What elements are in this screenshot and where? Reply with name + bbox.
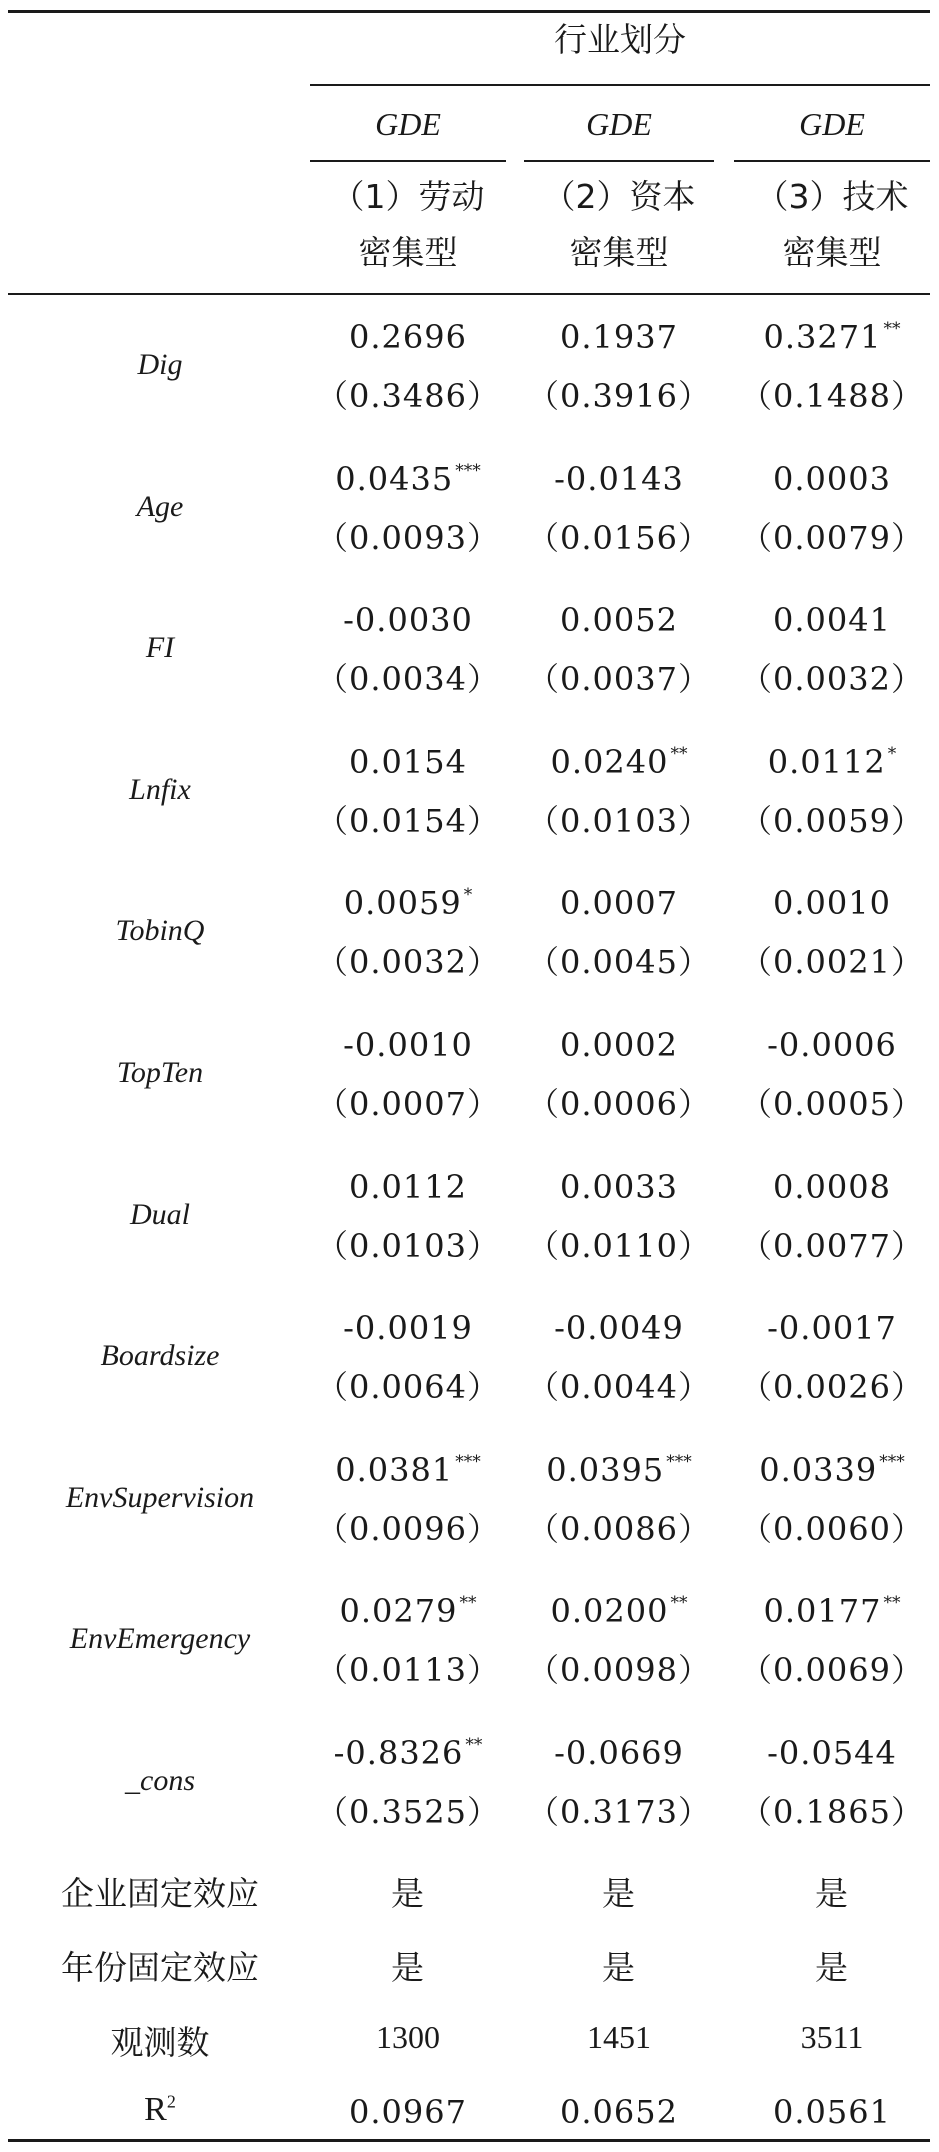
stat-label (144, 2091, 176, 2129)
coefficient-cell (768, 743, 896, 781)
coefficient-value: -0.0010 (343, 1026, 473, 1064)
coefficient-value: -0.0019 (343, 1309, 473, 1348)
standard-error-cell: （0.0098） (527, 1651, 711, 1690)
coefficient-cell (773, 460, 891, 498)
coefficient-cell (767, 1309, 897, 1347)
coefficient-cell (560, 1168, 678, 1206)
coefficient-cell (554, 1734, 684, 1772)
coefficient-cell (773, 884, 891, 922)
standard-error-cell: （0.0064） (316, 1368, 500, 1407)
standard-error-cell: （0.0110） (527, 1226, 711, 1265)
row-label: _cons (125, 1764, 195, 1797)
coefficient-cell (560, 884, 678, 922)
row-label: Dig (137, 348, 183, 381)
header-bottom-rule (8, 293, 930, 295)
col1-header-line2: 密集型 (358, 233, 458, 272)
coefficient-value: 0.0010 (773, 884, 891, 923)
stat-label: 企业固定效应 (61, 1874, 259, 1913)
col2-header-line1: （2）资本 (542, 177, 696, 216)
coefficient-cell (764, 318, 901, 356)
coefficient-cell (349, 1168, 467, 1206)
coefficient-cell (554, 1309, 684, 1347)
coefficient-value: 0.0002 (560, 1026, 678, 1064)
table-bottom-rule (8, 2139, 930, 2142)
stat-value: 1451 (587, 2019, 651, 2055)
standard-error-cell: （0.0077） (740, 1226, 924, 1265)
coefficient-value: 0.0112 (349, 1167, 467, 1206)
col2-header-line2: 密集型 (569, 233, 669, 272)
coefficient-value: -0.0017 (767, 1309, 897, 1348)
stat-value: 3511 (800, 2019, 864, 2055)
row-label: TobinQ (115, 914, 205, 948)
stat-value: 是 (815, 1948, 849, 1987)
coefficient-cell (349, 318, 467, 356)
stat-value: 是 (391, 1874, 425, 1913)
standard-error-cell: （0.0103） (527, 801, 711, 840)
row-label: EnvSupervision (65, 1480, 255, 1514)
significance-stars: *** (666, 1451, 692, 1472)
standard-error-cell: （0.0007） (316, 1085, 500, 1123)
stat-label-main: R (144, 2091, 167, 2128)
table-top-rule (8, 10, 930, 13)
coefficient-cell (335, 1451, 480, 1489)
standard-error-cell: （0.0032） (740, 660, 924, 699)
significance-stars: ** (670, 1593, 688, 1614)
coefficient-cell (551, 1592, 688, 1630)
coefficient-value: 0.1937 (560, 318, 678, 356)
standard-error-cell: （0.0079） (740, 518, 924, 557)
standard-error-cell: （0.3916） (527, 377, 711, 415)
standard-error-cell: （0.0093） (316, 518, 500, 557)
row-label: EnvEmergency (69, 1622, 251, 1656)
standard-error-cell: （0.0059） (740, 801, 924, 840)
coefficient-value: -0.0030 (343, 601, 473, 640)
standard-error-cell: （0.0156） (527, 518, 711, 557)
coefficient-value: 0.0339 (759, 1450, 878, 1489)
stat-value: 是 (602, 1874, 636, 1913)
standard-error-cell: （0.0154） (316, 801, 500, 840)
col1-rule (310, 160, 506, 162)
coefficient-value: 0.0154 (349, 742, 467, 781)
significance-stars: * (463, 885, 473, 906)
coefficient-value: 0.0059 (343, 884, 462, 923)
coefficient-cell (767, 1026, 897, 1064)
dep-var-col3: GDE (799, 106, 865, 142)
col3-header-line1: （3）技术 (755, 177, 909, 216)
row-label: Boardsize (100, 1339, 220, 1373)
coefficient-value: 0.0007 (560, 884, 678, 923)
coefficient-value: -0.0049 (554, 1309, 684, 1348)
coefficient-cell (759, 1451, 904, 1489)
coefficient-value: 0.0177 (763, 1592, 882, 1631)
standard-error-cell: （0.0037） (527, 660, 711, 699)
coefficient-cell (773, 1168, 891, 1206)
coefficient-value: 0.0008 (773, 1167, 891, 1206)
group-rule (310, 84, 930, 86)
standard-error-cell: （0.0060） (740, 1509, 924, 1548)
coefficient-cell (335, 460, 480, 498)
coefficient-cell (343, 1026, 473, 1064)
coefficient-cell (560, 1026, 678, 1064)
row-label: FI (145, 631, 175, 665)
coefficient-value: 0.3271 (763, 318, 882, 356)
coefficient-cell (344, 884, 472, 922)
standard-error-cell: （0.1865） (740, 1793, 924, 1831)
coefficient-value: -0.0143 (554, 459, 684, 498)
significance-stars: *** (879, 1451, 905, 1472)
coefficient-value: 0.0033 (560, 1167, 678, 1206)
coefficient-cell (340, 1592, 477, 1630)
dep-var-col1: GDE (375, 106, 441, 142)
stat-value: 是 (602, 1948, 636, 1987)
standard-error-cell: （0.0032） (316, 943, 500, 982)
stat-label: 年份固定效应 (61, 1948, 259, 1987)
col3-rule (734, 160, 930, 162)
col2-rule (524, 160, 714, 162)
coefficient-value: 0.0112 (767, 742, 886, 781)
stat-value: 是 (391, 1948, 425, 1987)
standard-error-cell: （0.0096） (316, 1509, 500, 1548)
coefficient-value: 0.2696 (349, 318, 467, 356)
row-label: TopTen (116, 1056, 204, 1089)
coefficient-value: 0.0041 (773, 601, 891, 640)
row-label: Dual (130, 1197, 190, 1231)
coefficient-cell (343, 1309, 473, 1347)
standard-error-cell: （0.0113） (316, 1651, 500, 1690)
coefficient-cell (334, 1734, 483, 1772)
stat-value: 0.0967 (349, 2093, 467, 2131)
stat-value: 是 (815, 1874, 849, 1913)
stat-label: 观测数 (110, 2023, 210, 2062)
standard-error-cell: （0.0045） (527, 943, 711, 982)
coefficient-value: -0.0669 (554, 1734, 684, 1772)
standard-error-cell: （0.0006） (527, 1085, 711, 1123)
standard-error-cell: （0.3525） (316, 1793, 500, 1831)
coefficient-cell (551, 743, 688, 781)
stat-value: 1300 (376, 2019, 440, 2055)
standard-error-cell: （0.0034） (316, 660, 500, 699)
coefficient-value: 0.0240 (550, 742, 669, 781)
stat-value: 0.0561 (773, 2093, 891, 2131)
standard-error-cell: （0.0021） (740, 943, 924, 982)
coefficient-cell (560, 318, 678, 356)
row-label: Lnfix (129, 772, 191, 806)
standard-error-cell: （0.0044） (527, 1368, 711, 1407)
coefficient-cell (560, 601, 678, 639)
standard-error-cell: （0.0069） (740, 1651, 924, 1690)
standard-error-cell: （0.3486） (316, 377, 500, 415)
col1-header-line1: （1）劳动 (331, 177, 485, 216)
col3-header-line2: 密集型 (782, 233, 882, 272)
coefficient-value: 0.0381 (335, 1450, 454, 1489)
coefficient-value: 0.0003 (773, 459, 891, 498)
significance-stars: ** (459, 1593, 477, 1614)
coefficient-cell (343, 601, 473, 639)
coefficient-value: 0.0052 (560, 601, 678, 640)
significance-stars: * (887, 743, 897, 764)
significance-stars: ** (670, 743, 688, 764)
standard-error-cell: （0.3173） (527, 1793, 711, 1831)
coefficient-value: -0.8326 (333, 1734, 464, 1772)
coefficient-value: -0.0006 (767, 1026, 897, 1064)
coefficient-value: 0.0435 (335, 459, 454, 498)
coefficient-value: 0.0395 (546, 1450, 665, 1489)
coefficient-cell (349, 743, 467, 781)
coefficient-value: 0.0200 (550, 1592, 669, 1631)
significance-stars: *** (455, 460, 481, 481)
standard-error-cell: （0.0005） (740, 1085, 924, 1123)
stat-label-superscript: 2 (166, 2091, 176, 2112)
dep-var-col2: GDE (586, 106, 652, 142)
coefficient-cell (767, 1734, 897, 1772)
coefficient-cell (764, 1592, 901, 1630)
coefficient-cell (773, 601, 891, 639)
coefficient-cell (554, 460, 684, 498)
standard-error-cell: （0.0103） (316, 1226, 500, 1265)
significance-stars: ** (465, 1735, 483, 1755)
stat-value: 0.0652 (560, 2093, 678, 2131)
significance-stars: *** (455, 1451, 481, 1472)
standard-error-cell: （0.0086） (527, 1509, 711, 1548)
group-title: 行业划分 (554, 20, 686, 59)
coefficient-value: -0.0544 (767, 1734, 897, 1772)
coefficient-cell (546, 1451, 691, 1489)
standard-error-cell: （0.0026） (740, 1368, 924, 1407)
row-label: Age (136, 489, 184, 523)
significance-stars: ** (883, 1593, 901, 1614)
standard-error-cell: （0.1488） (740, 377, 924, 415)
significance-stars: ** (883, 319, 901, 339)
coefficient-value: 0.0279 (339, 1592, 458, 1631)
